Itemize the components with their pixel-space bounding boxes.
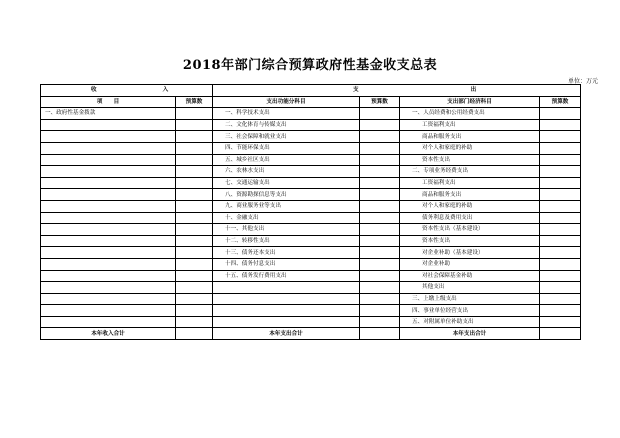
total-income-value [176, 328, 213, 340]
function-item-cell: 七、交通运输支出 [213, 177, 360, 189]
table-row [41, 316, 581, 328]
economic-item-cell: 商品和服务支出 [400, 131, 540, 143]
income-item-cell [41, 119, 176, 131]
table-row [41, 293, 581, 305]
income-budget-cell [176, 166, 213, 178]
col-header-budget-income: 预算数 [176, 96, 213, 108]
total-income-label: 本年收入合计 [41, 328, 176, 340]
income-budget-cell [176, 177, 213, 189]
table-row [41, 305, 581, 317]
table-row [41, 154, 581, 166]
function-item-cell [213, 316, 360, 328]
income-item-cell [41, 166, 176, 178]
function-budget-cell [360, 212, 400, 224]
function-budget-cell [360, 108, 400, 120]
budget-table [40, 84, 581, 340]
function-item-cell: 十一、其他支出 [213, 224, 360, 236]
function-budget-cell [360, 200, 400, 212]
income-budget-cell [176, 131, 213, 143]
income-item-cell [41, 293, 176, 305]
economic-budget-cell [540, 224, 581, 236]
table-row [41, 166, 581, 178]
table-row [41, 282, 581, 294]
economic-item-cell: 资本性支出 [400, 235, 540, 247]
function-budget-cell [360, 119, 400, 131]
income-budget-cell [176, 212, 213, 224]
col-header-economic: 支出部门经济科目 [400, 96, 540, 108]
economic-item-cell: 三、上缴上级支出 [400, 293, 540, 305]
table-row [41, 235, 581, 247]
function-item-cell: 三、社会保障和就业支出 [213, 131, 360, 143]
total-function-value [360, 328, 400, 340]
economic-budget-cell [540, 154, 581, 166]
income-item-cell [41, 177, 176, 189]
function-item-cell: 十五、债务发行费用支出 [213, 270, 360, 282]
function-budget-cell [360, 282, 400, 294]
economic-budget-cell [540, 258, 581, 270]
economic-budget-cell [540, 235, 581, 247]
unit-label: 单位：万元 [567, 78, 598, 85]
table-body [41, 108, 581, 328]
income-budget-cell [176, 258, 213, 270]
page-title: 2018年部门综合预算政府性基金收支总表 [182, 58, 438, 73]
income-budget-cell [176, 142, 213, 154]
function-item-cell [213, 293, 360, 305]
economic-item-cell: 二、专项业务经费支出 [400, 166, 540, 178]
economic-budget-cell [540, 282, 581, 294]
total-economic-value [540, 328, 581, 340]
income-budget-cell [176, 282, 213, 294]
col-header-budget-function: 预算数 [360, 96, 400, 108]
function-budget-cell [360, 305, 400, 317]
income-section-header [41, 85, 213, 97]
function-budget-cell [360, 235, 400, 247]
income-item-cell [41, 142, 176, 154]
economic-item-cell: 工资福利支出 [400, 177, 540, 189]
expense-header-left: 支 [353, 87, 359, 94]
economic-budget-cell [540, 189, 581, 201]
function-budget-cell [360, 247, 400, 259]
function-budget-cell [360, 166, 400, 178]
table-row [41, 270, 581, 282]
economic-budget-cell [540, 270, 581, 282]
table-row [41, 212, 581, 224]
table-row [41, 177, 581, 189]
function-item-cell: 十二、转移性支出 [213, 235, 360, 247]
function-item-cell: 二、文化体育与传媒支出 [213, 119, 360, 131]
income-budget-cell [176, 108, 213, 120]
economic-item-cell: 一、人员经费和公用经费支出 [400, 108, 540, 120]
economic-item-cell: 对社会保障基金补助 [400, 270, 540, 282]
economic-item-cell: 资本性支出 [400, 154, 540, 166]
function-budget-cell [360, 293, 400, 305]
table-row [41, 200, 581, 212]
income-item-cell [41, 224, 176, 236]
function-item-cell [213, 305, 360, 317]
income-item-cell [41, 212, 176, 224]
economic-item-cell: 对个人和家庭的补助 [400, 142, 540, 154]
economic-budget-cell [540, 247, 581, 259]
economic-item-cell: 对个人和家庭的补助 [400, 200, 540, 212]
income-item-cell: 一、政府性基金拨款 [41, 108, 176, 120]
function-budget-cell [360, 270, 400, 282]
income-budget-cell [176, 189, 213, 201]
economic-item-cell: 对企业补助（基本建设） [400, 247, 540, 259]
column-header-row [41, 96, 581, 108]
economic-budget-cell [540, 212, 581, 224]
income-header-right: 入 [162, 87, 169, 94]
income-item-cell [41, 247, 176, 259]
function-budget-cell [360, 131, 400, 143]
economic-budget-cell [540, 142, 581, 154]
table-row [41, 142, 581, 154]
income-item-cell [41, 200, 176, 212]
income-budget-cell [176, 119, 213, 131]
function-budget-cell [360, 142, 400, 154]
economic-item-cell: 商品和服务支出 [400, 189, 540, 201]
expense-section-header [213, 85, 581, 97]
total-function-label: 本年支出合计 [213, 328, 360, 340]
table-row [41, 247, 581, 259]
table-row [41, 224, 581, 236]
function-item-cell: 十四、债务付息支出 [213, 258, 360, 270]
income-item-cell [41, 131, 176, 143]
economic-budget-cell [540, 177, 581, 189]
table-row [41, 108, 581, 120]
income-item-cell [41, 270, 176, 282]
total-row [41, 328, 581, 340]
economic-budget-cell [540, 316, 581, 328]
function-budget-cell [360, 177, 400, 189]
function-budget-cell [360, 154, 400, 166]
income-budget-cell [176, 270, 213, 282]
function-item-cell: 十三、债务还本支出 [213, 247, 360, 259]
function-item-cell [213, 282, 360, 294]
economic-item-cell: 其他支出 [400, 282, 540, 294]
total-economic-label: 本年支出合计 [400, 328, 540, 340]
income-item-cell [41, 235, 176, 247]
economic-item-cell: 对企业补助 [400, 258, 540, 270]
income-item-cell [41, 258, 176, 270]
table-row [41, 258, 581, 270]
col-header-function: 支出功能分科目 [213, 96, 360, 108]
income-header-left: 收 [91, 87, 97, 94]
function-budget-cell [360, 189, 400, 201]
economic-budget-cell [540, 305, 581, 317]
economic-budget-cell [540, 166, 581, 178]
table-row [41, 119, 581, 131]
function-item-cell: 八、资源勘探信息等支出 [213, 189, 360, 201]
income-item-cell [41, 316, 176, 328]
function-item-cell: 九、商业服务业等支出 [213, 200, 360, 212]
function-budget-cell [360, 316, 400, 328]
economic-item-cell: 四、事业单位经营支出 [400, 305, 540, 317]
table-row [41, 131, 581, 143]
economic-budget-cell [540, 108, 581, 120]
income-budget-cell [176, 316, 213, 328]
income-item-cell [41, 189, 176, 201]
income-budget-cell [176, 224, 213, 236]
economic-budget-cell [540, 293, 581, 305]
income-item-cell [41, 305, 176, 317]
economic-item-cell: 债务利息及费用支出 [400, 212, 540, 224]
income-budget-cell [176, 293, 213, 305]
function-budget-cell [360, 224, 400, 236]
income-budget-cell [176, 154, 213, 166]
income-budget-cell [176, 305, 213, 317]
economic-budget-cell [540, 119, 581, 131]
function-item-cell: 四、节能环保支出 [213, 142, 360, 154]
economic-budget-cell [540, 131, 581, 143]
economic-budget-cell [540, 200, 581, 212]
function-budget-cell [360, 258, 400, 270]
function-item-cell: 五、城乡社区支出 [213, 154, 360, 166]
function-item-cell: 一、科学技术支出 [213, 108, 360, 120]
expense-header-right: 出 [470, 87, 477, 94]
economic-item-cell: 资本性支出（基本建设） [400, 224, 540, 236]
col-header-item: 项 目 [41, 96, 176, 108]
function-item-cell: 六、农林水支出 [213, 166, 360, 178]
income-budget-cell [176, 247, 213, 259]
income-item-cell [41, 154, 176, 166]
function-item-cell: 十、金融支出 [213, 212, 360, 224]
col-header-budget-economic: 预算数 [540, 96, 581, 108]
table-row [41, 189, 581, 201]
income-budget-cell [176, 235, 213, 247]
economic-item-cell: 五、对附属单位补助支出 [400, 316, 540, 328]
income-item-cell [41, 282, 176, 294]
section-header-row [41, 85, 581, 97]
economic-item-cell: 工资福利支出 [400, 119, 540, 131]
income-budget-cell [176, 200, 213, 212]
